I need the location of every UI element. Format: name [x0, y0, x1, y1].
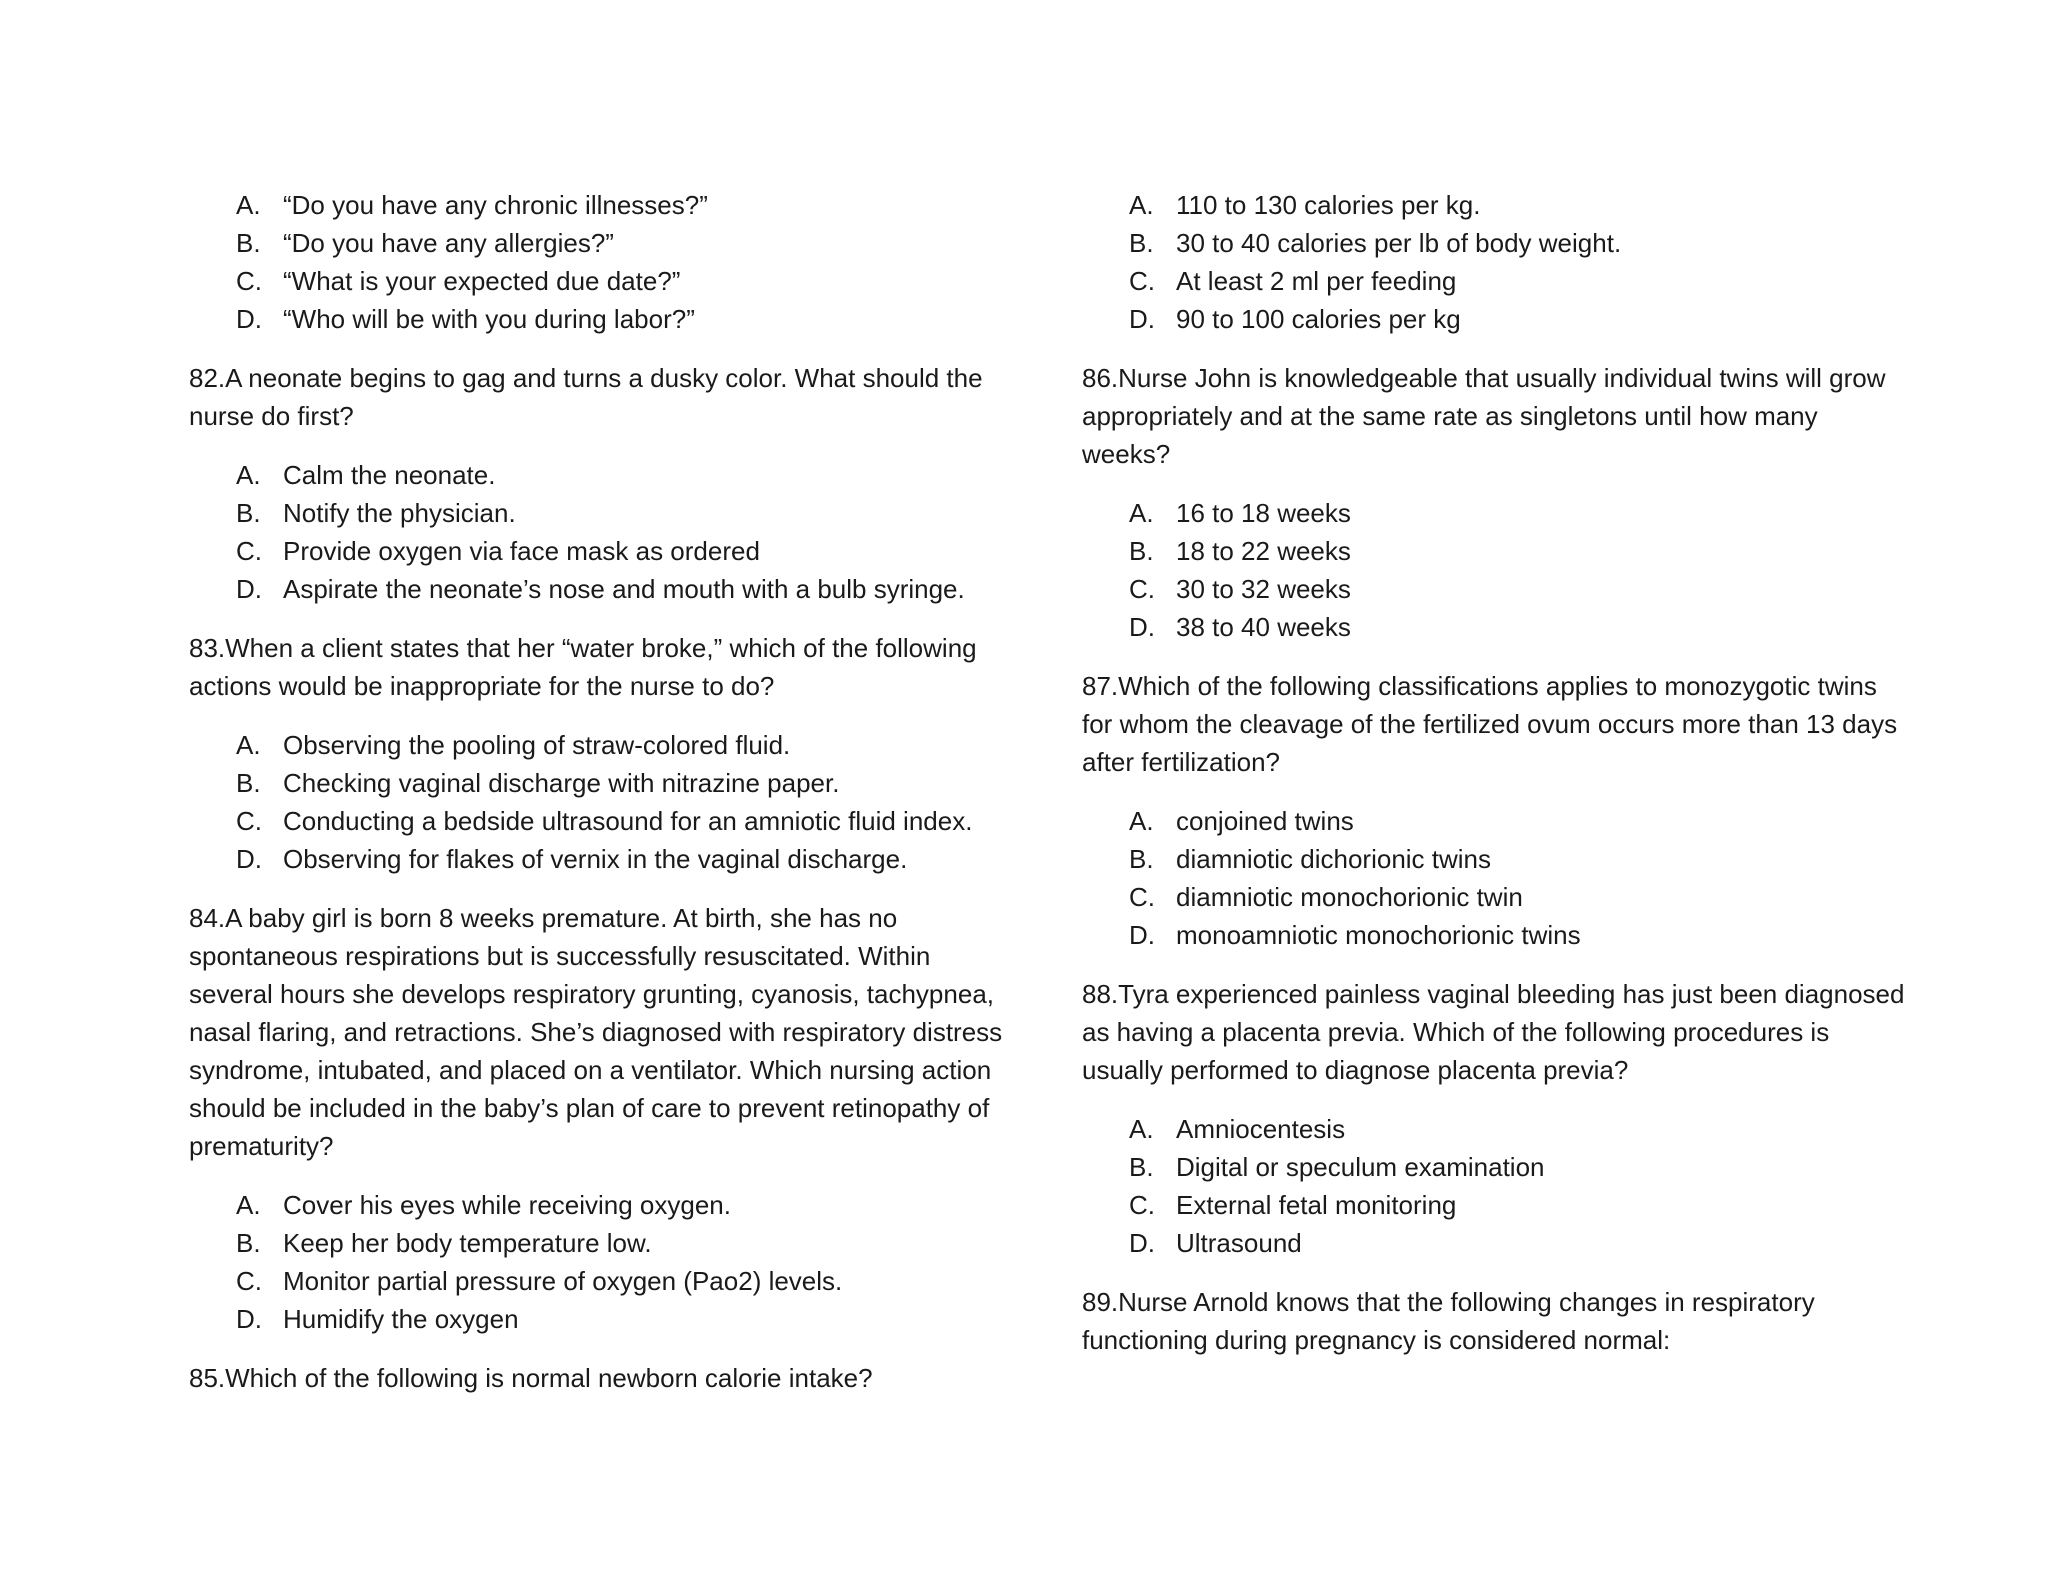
option-letter: B.	[1129, 536, 1154, 566]
option-text: Humidify the oxygen	[283, 1304, 519, 1334]
q86-options	[1082, 494, 1912, 646]
option-text: Amniocentesis	[1176, 1114, 1346, 1144]
option-item	[1082, 1224, 1912, 1262]
option-letter: A.	[236, 1190, 261, 1220]
option-item	[1082, 608, 1912, 646]
option-text: diamniotic dichorionic twins	[1176, 844, 1492, 874]
option-text: External fetal monitoring	[1176, 1190, 1457, 1220]
right-column	[1082, 186, 1912, 1380]
option-letter: B.	[1129, 1152, 1154, 1182]
option-item	[189, 764, 1019, 802]
option-item	[189, 1186, 1019, 1224]
option-letter: D.	[236, 574, 262, 604]
option-letter: B.	[236, 228, 261, 258]
option-letter: D.	[236, 304, 262, 334]
option-letter: A.	[1129, 190, 1154, 220]
option-text: “What is your expected due date?”	[283, 266, 681, 296]
option-item	[189, 494, 1019, 532]
option-text: Conducting a bedside ultrasound for an amniotic fluid index.	[283, 806, 973, 836]
option-text: monoamniotic monochorionic twins	[1176, 920, 1581, 950]
option-item	[189, 726, 1019, 764]
option-letter: D.	[236, 844, 262, 874]
option-letter: D.	[1129, 304, 1155, 334]
option-text: Observing the pooling of straw-colored fluid.	[283, 730, 791, 760]
q81-options	[189, 186, 1019, 338]
option-item	[189, 840, 1019, 878]
option-letter: B.	[236, 1228, 261, 1258]
option-letter: A.	[236, 460, 261, 490]
option-letter: B.	[236, 768, 261, 798]
option-item	[1082, 878, 1912, 916]
option-text: “Who will be with you during labor?”	[283, 304, 695, 334]
option-letter: B.	[236, 498, 261, 528]
option-text: Aspirate the neonate’s nose and mouth with a bulb syringe.	[283, 574, 965, 604]
option-item	[189, 802, 1019, 840]
option-item	[1082, 262, 1912, 300]
option-item	[1082, 802, 1912, 840]
q83-options	[189, 726, 1019, 878]
option-item	[1082, 224, 1912, 262]
option-letter: A.	[1129, 498, 1154, 528]
left-column	[189, 186, 1019, 1418]
option-text: 90 to 100 calories per kg	[1176, 304, 1461, 334]
q82-options	[189, 456, 1019, 608]
option-item	[189, 262, 1019, 300]
option-item	[189, 570, 1019, 608]
option-item	[1082, 916, 1912, 954]
option-text: “Do you have any allergies?”	[283, 228, 614, 258]
option-letter: B.	[1129, 844, 1154, 874]
option-text: 18 to 22 weeks	[1176, 536, 1351, 566]
option-letter: B.	[1129, 228, 1154, 258]
question-85: 85.Which of the following is normal newborn calorie intake?	[189, 1363, 873, 1393]
question-84: 84.A baby girl is born 8 weeks premature. At birth, she has no spontaneous respirations but is successfully resuscitated. Within several hours she develops respiratory grunting, cyanosis, tachypnea, nasal flaring, and retractions. She’s diagnosed with respiratory distress syndrome, intubated, and placed on a ventilator. Which nursing action should be included in the baby’s plan of care to prevent retinopathy of prematurity?	[189, 903, 1003, 1161]
option-letter: D.	[1129, 920, 1155, 950]
option-letter: C.	[236, 1266, 262, 1296]
option-item	[189, 1300, 1019, 1338]
option-letter: D.	[1129, 1228, 1155, 1258]
option-letter: A.	[1129, 1114, 1154, 1144]
option-letter: C.	[1129, 882, 1155, 912]
option-text: conjoined twins	[1176, 806, 1354, 836]
option-text: Keep her body temperature low.	[283, 1228, 652, 1258]
option-item	[1082, 186, 1912, 224]
q84-options	[189, 1186, 1019, 1338]
option-text: Calm the neonate.	[283, 460, 496, 490]
option-item	[1082, 532, 1912, 570]
option-letter: C.	[1129, 1190, 1155, 1220]
question-86: 86.Nurse John is knowledgeable that usually individual twins will grow appropriately and at the same rate as singletons until how many weeks?	[1082, 363, 1886, 469]
option-text: Cover his eyes while receiving oxygen.	[283, 1190, 731, 1220]
option-text: 110 to 130 calories per kg.	[1176, 190, 1481, 220]
option-text: “Do you have any chronic illnesses?”	[283, 190, 708, 220]
option-text: 16 to 18 weeks	[1176, 498, 1351, 528]
option-text: 38 to 40 weeks	[1176, 612, 1351, 642]
option-item	[1082, 1148, 1912, 1186]
option-text: 30 to 32 weeks	[1176, 574, 1351, 604]
option-letter: A.	[236, 190, 261, 220]
q85-options	[1082, 186, 1912, 338]
option-text: Monitor partial pressure of oxygen (Pao2) levels.	[283, 1266, 843, 1296]
q88-options	[1082, 1110, 1912, 1262]
question-89: 89.Nurse Arnold knows that the following changes in respiratory functioning during pregnancy is considered normal:	[1082, 1287, 1815, 1355]
option-text: Checking vaginal discharge with nitrazine paper.	[283, 768, 840, 798]
option-item	[1082, 494, 1912, 532]
option-item	[1082, 1186, 1912, 1224]
option-item	[189, 186, 1019, 224]
option-letter: C.	[236, 806, 262, 836]
option-item	[1082, 840, 1912, 878]
option-text: diamniotic monochorionic twin	[1176, 882, 1523, 912]
option-text: Digital or speculum examination	[1176, 1152, 1545, 1182]
option-letter: D.	[236, 1304, 262, 1334]
option-item	[1082, 300, 1912, 338]
option-item	[189, 532, 1019, 570]
question-87: 87.Which of the following classifications applies to monozygotic twins for whom the cleavage of the fertilized ovum occurs more than 13 days after fertilization?	[1082, 671, 1898, 777]
option-text: Observing for flakes of vernix in the vaginal discharge.	[283, 844, 908, 874]
question-88: 88.Tyra experienced painless vaginal bleeding has just been diagnosed as having a placenta previa. Which of the following procedures is usually performed to diagnose placenta previa?	[1082, 979, 1905, 1085]
option-letter: C.	[236, 536, 262, 566]
option-item	[189, 224, 1019, 262]
option-item	[189, 300, 1019, 338]
option-item	[1082, 570, 1912, 608]
option-letter: A.	[1129, 806, 1154, 836]
option-item	[1082, 1110, 1912, 1148]
option-text: Ultrasound	[1176, 1228, 1302, 1258]
option-text: 30 to 40 calories per lb of body weight.	[1176, 228, 1622, 258]
question-83: 83.When a client states that her “water broke,” which of the following actions would be inappropriate for the nurse to do?	[189, 633, 977, 701]
option-letter: C.	[1129, 574, 1155, 604]
option-text: Provide oxygen via face mask as ordered	[283, 536, 760, 566]
option-item	[189, 1262, 1019, 1300]
q87-options	[1082, 802, 1912, 954]
option-letter: D.	[1129, 612, 1155, 642]
option-text: Notify the physician.	[283, 498, 516, 528]
option-text: At least 2 ml per feeding	[1176, 266, 1457, 296]
question-82: 82.A neonate begins to gag and turns a dusky color. What should the nurse do first?	[189, 363, 983, 431]
option-letter: C.	[236, 266, 262, 296]
option-item	[189, 1224, 1019, 1262]
option-letter: C.	[1129, 266, 1155, 296]
option-letter: A.	[236, 730, 261, 760]
option-item	[189, 456, 1019, 494]
